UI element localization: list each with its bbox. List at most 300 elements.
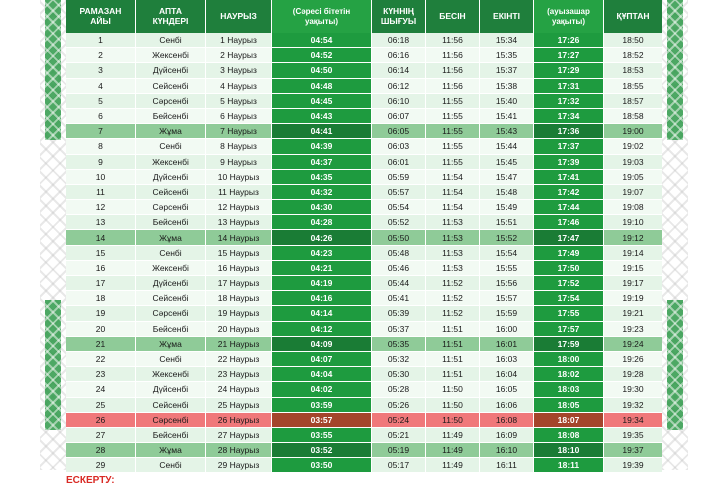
- dhuhr-cell: 11:49: [426, 458, 480, 472]
- dhuhr-cell: 11:56: [426, 48, 480, 62]
- asr-cell: 16:04: [480, 367, 534, 381]
- header-isha: ҚҰПТАН: [616, 10, 650, 21]
- suhoor-cell: 04:45: [272, 94, 372, 108]
- sunrise-cell: 05:21: [372, 428, 426, 442]
- suhoor-cell: 04:14: [272, 306, 372, 320]
- dhuhr-cell: 11:54: [426, 200, 480, 214]
- date-cell: 7 Наурыз: [206, 124, 272, 138]
- sunrise-cell: 05:30: [372, 367, 426, 381]
- sunrise-cell: 05:54: [372, 200, 426, 214]
- date-cell: 16 Наурыз: [206, 261, 272, 275]
- isha-cell: 18:50: [604, 33, 662, 47]
- table-row: [66, 246, 662, 261]
- isha-cell: 19:26: [604, 352, 662, 366]
- dhuhr-cell: 11:56: [426, 63, 480, 77]
- asr-cell: 15:56: [480, 276, 534, 290]
- asr-cell: 15:47: [480, 170, 534, 184]
- iftar-cell: 17:42: [534, 185, 604, 199]
- isha-cell: 19:00: [604, 124, 662, 138]
- asr-cell: 15:41: [480, 109, 534, 123]
- iftar-cell: 17:44: [534, 200, 604, 214]
- isha-cell: 19:17: [604, 276, 662, 290]
- asr-cell: 16:11: [480, 458, 534, 472]
- isha-cell: 18:57: [604, 94, 662, 108]
- suhoor-cell: 04:32: [272, 185, 372, 199]
- ramadan-day-cell: 21: [66, 337, 136, 351]
- asr-cell: 15:57: [480, 291, 534, 305]
- table-row: [66, 139, 662, 154]
- asr-cell: 15:43: [480, 124, 534, 138]
- iftar-cell: 18:02: [534, 367, 604, 381]
- weekday-cell: Бейсенбі: [136, 428, 206, 442]
- asr-cell: 15:44: [480, 139, 534, 153]
- date-cell: 8 Наурыз: [206, 139, 272, 153]
- asr-cell: 15:37: [480, 63, 534, 77]
- ramadan-day-cell: 14: [66, 230, 136, 244]
- table-row: [66, 155, 662, 170]
- ramadan-day-cell: 24: [66, 382, 136, 396]
- suhoor-cell: 04:02: [272, 382, 372, 396]
- asr-cell: 15:55: [480, 261, 534, 275]
- date-cell: 2 Наурыз: [206, 48, 272, 62]
- suhoor-cell: 04:26: [272, 230, 372, 244]
- ornament-band: [45, 300, 61, 430]
- dhuhr-cell: 11:51: [426, 352, 480, 366]
- dhuhr-cell: 11:55: [426, 124, 480, 138]
- weekday-cell: Бейсенбі: [136, 215, 206, 229]
- suhoor-cell: 04:39: [272, 139, 372, 153]
- dhuhr-cell: 11:53: [426, 215, 480, 229]
- date-cell: 19 Наурыз: [206, 306, 272, 320]
- asr-cell: 15:52: [480, 230, 534, 244]
- dhuhr-cell: 11:51: [426, 322, 480, 336]
- dhuhr-cell: 11:49: [426, 428, 480, 442]
- note-label: ЕСКЕРТУ:: [66, 475, 115, 486]
- asr-cell: 15:59: [480, 306, 534, 320]
- date-cell: 14 Наурыз: [206, 230, 272, 244]
- sunrise-cell: 06:03: [372, 139, 426, 153]
- isha-cell: 19:21: [604, 306, 662, 320]
- weekday-cell: Сенбі: [136, 246, 206, 260]
- table-row: [66, 337, 662, 352]
- date-cell: 18 Наурыз: [206, 291, 272, 305]
- isha-cell: 18:52: [604, 48, 662, 62]
- dhuhr-cell: 11:53: [426, 261, 480, 275]
- table-row: [66, 458, 662, 473]
- iftar-cell: 18:03: [534, 382, 604, 396]
- iftar-cell: 18:05: [534, 398, 604, 412]
- iftar-cell: 17:31: [534, 79, 604, 93]
- header-asr: ЕКІНТІ: [480, 0, 534, 33]
- dhuhr-cell: 11:55: [426, 139, 480, 153]
- suhoor-cell: 04:19: [272, 276, 372, 290]
- weekday-cell: Сенбі: [136, 352, 206, 366]
- iftar-cell: 17:46: [534, 215, 604, 229]
- sunrise-cell: 06:18: [372, 33, 426, 47]
- sunrise-cell: 05:48: [372, 246, 426, 260]
- iftar-cell: 17:37: [534, 139, 604, 153]
- dhuhr-cell: 11:56: [426, 79, 480, 93]
- suhoor-cell: 03:52: [272, 443, 372, 457]
- sunrise-cell: 05:19: [372, 443, 426, 457]
- sunrise-cell: 05:46: [372, 261, 426, 275]
- weekday-cell: Сәрсенбі: [136, 413, 206, 427]
- iftar-cell: 17:29: [534, 63, 604, 77]
- asr-cell: 15:48: [480, 185, 534, 199]
- dhuhr-cell: 11:49: [426, 443, 480, 457]
- date-cell: 3 Наурыз: [206, 63, 272, 77]
- sunrise-cell: 05:26: [372, 398, 426, 412]
- ornament-band: [45, 0, 61, 140]
- date-cell: 5 Наурыз: [206, 94, 272, 108]
- iftar-cell: 17:26: [534, 33, 604, 47]
- iftar-cell: 18:11: [534, 458, 604, 472]
- weekday-cell: Сәрсенбі: [136, 306, 206, 320]
- table-row: [66, 48, 662, 63]
- dhuhr-cell: 11:52: [426, 276, 480, 290]
- date-cell: 13 Наурыз: [206, 215, 272, 229]
- ramadan-day-cell: 25: [66, 398, 136, 412]
- header-suhoor-end: (Сәресі бітетін уақыты): [272, 0, 372, 33]
- ramadan-day-cell: 16: [66, 261, 136, 275]
- sunrise-cell: 05:50: [372, 230, 426, 244]
- weekday-cell: Сейсенбі: [136, 398, 206, 412]
- sunrise-cell: 06:12: [372, 79, 426, 93]
- left-ornament-border: [40, 0, 66, 470]
- isha-cell: 19:32: [604, 398, 662, 412]
- header-date: НАУРЫЗ: [206, 0, 272, 33]
- right-ornament-border: [662, 0, 688, 470]
- isha-cell: 18:58: [604, 109, 662, 123]
- suhoor-cell: 04:48: [272, 79, 372, 93]
- table-row: [66, 200, 662, 215]
- table-row: [66, 291, 662, 306]
- table-body: [66, 33, 662, 473]
- sunrise-cell: 05:41: [372, 291, 426, 305]
- date-cell: 24 Наурыз: [206, 382, 272, 396]
- weekday-cell: Сенбі: [136, 33, 206, 47]
- table-row: [66, 79, 662, 94]
- isha-cell: 18:55: [604, 79, 662, 93]
- isha-cell: 19:35: [604, 428, 662, 442]
- header-iftar: (ауызашар уақыты): [534, 0, 604, 33]
- asr-cell: 15:45: [480, 155, 534, 169]
- table-row: [66, 230, 662, 245]
- date-cell: 1 Наурыз: [206, 33, 272, 47]
- dhuhr-cell: 11:54: [426, 185, 480, 199]
- weekday-cell: Жұма: [136, 230, 206, 244]
- ornament-band: [667, 300, 683, 430]
- asr-cell: 16:06: [480, 398, 534, 412]
- table-row: [66, 215, 662, 230]
- date-cell: 27 Наурыз: [206, 428, 272, 442]
- date-cell: 22 Наурыз: [206, 352, 272, 366]
- suhoor-cell: 04:50: [272, 63, 372, 77]
- isha-cell: 19:34: [604, 413, 662, 427]
- iftar-cell: 18:10: [534, 443, 604, 457]
- table-row: [66, 306, 662, 321]
- dhuhr-cell: 11:52: [426, 291, 480, 305]
- ramadan-day-cell: 9: [66, 155, 136, 169]
- isha-cell: 19:28: [604, 367, 662, 381]
- suhoor-cell: 03:50: [272, 458, 372, 472]
- weekday-cell: Бейсенбі: [136, 322, 206, 336]
- weekday-cell: Жұма: [136, 124, 206, 138]
- sunrise-cell: 05:39: [372, 306, 426, 320]
- table-row: [66, 185, 662, 200]
- ramadan-day-cell: 18: [66, 291, 136, 305]
- asr-cell: 16:08: [480, 413, 534, 427]
- date-cell: 26 Наурыз: [206, 413, 272, 427]
- weekday-cell: Дүйсенбі: [136, 276, 206, 290]
- table-row: [66, 322, 662, 337]
- isha-cell: 19:08: [604, 200, 662, 214]
- sunrise-cell: 06:01: [372, 155, 426, 169]
- isha-cell: 18:53: [604, 63, 662, 77]
- dhuhr-cell: 11:53: [426, 230, 480, 244]
- dhuhr-cell: 11:52: [426, 306, 480, 320]
- isha-cell: 19:07: [604, 185, 662, 199]
- isha-cell: 19:24: [604, 337, 662, 351]
- weekday-cell: Сейсенбі: [136, 185, 206, 199]
- iftar-cell: 17:54: [534, 291, 604, 305]
- table-row: [66, 367, 662, 382]
- asr-cell: 15:51: [480, 215, 534, 229]
- isha-cell: 19:05: [604, 170, 662, 184]
- table-row: [66, 413, 662, 428]
- sunrise-cell: 05:59: [372, 170, 426, 184]
- date-cell: 11 Наурыз: [206, 185, 272, 199]
- asr-cell: 16:05: [480, 382, 534, 396]
- date-cell: 6 Наурыз: [206, 109, 272, 123]
- isha-cell: 19:02: [604, 139, 662, 153]
- table-row: [66, 428, 662, 443]
- weekday-cell: Бейсенбі: [136, 109, 206, 123]
- iftar-cell: 17:55: [534, 306, 604, 320]
- header-ramadan-day: РАМАЗАН АЙЫ: [66, 0, 136, 33]
- table-row: [66, 352, 662, 367]
- ramadan-day-cell: 22: [66, 352, 136, 366]
- weekday-cell: Жексенбі: [136, 367, 206, 381]
- isha-cell: 19:30: [604, 382, 662, 396]
- weekday-cell: Жұма: [136, 337, 206, 351]
- asr-cell: 16:10: [480, 443, 534, 457]
- date-cell: 29 Наурыз: [206, 458, 272, 472]
- iftar-cell: 17:49: [534, 246, 604, 260]
- dhuhr-cell: 11:50: [426, 382, 480, 396]
- asr-cell: 15:40: [480, 94, 534, 108]
- sunrise-cell: 06:14: [372, 63, 426, 77]
- sunrise-cell: 05:37: [372, 322, 426, 336]
- weekday-cell: Сейсенбі: [136, 79, 206, 93]
- ramadan-day-cell: 5: [66, 94, 136, 108]
- table-row: [66, 276, 662, 291]
- weekday-cell: Дүйсенбі: [136, 63, 206, 77]
- ramadan-day-cell: 2: [66, 48, 136, 62]
- date-cell: 21 Наурыз: [206, 337, 272, 351]
- asr-cell: 15:34: [480, 33, 534, 47]
- asr-cell: 16:03: [480, 352, 534, 366]
- iftar-cell: 17:52: [534, 276, 604, 290]
- table-header: [66, 0, 662, 33]
- dhuhr-cell: 11:54: [426, 170, 480, 184]
- date-cell: 28 Наурыз: [206, 443, 272, 457]
- iftar-cell: 17:32: [534, 94, 604, 108]
- dhuhr-cell: 11:55: [426, 109, 480, 123]
- ramadan-day-cell: 6: [66, 109, 136, 123]
- dhuhr-cell: 11:53: [426, 246, 480, 260]
- table-row: [66, 33, 662, 48]
- ramadan-day-cell: 1: [66, 33, 136, 47]
- table-row: [66, 261, 662, 276]
- weekday-cell: Сәрсенбі: [136, 94, 206, 108]
- suhoor-cell: 04:23: [272, 246, 372, 260]
- ramadan-day-cell: 27: [66, 428, 136, 442]
- date-cell: 25 Наурыз: [206, 398, 272, 412]
- weekday-cell: Сейсенбі: [136, 291, 206, 305]
- table-row: [66, 109, 662, 124]
- header-sunrise: КҮННІҢ ШЫҒУЫ: [372, 0, 426, 33]
- isha-cell: 19:14: [604, 246, 662, 260]
- sunrise-cell: 05:17: [372, 458, 426, 472]
- sunrise-cell: 06:16: [372, 48, 426, 62]
- iftar-cell: 17:41: [534, 170, 604, 184]
- header-dhuhr: БЕСІН: [426, 0, 480, 33]
- suhoor-cell: 04:12: [272, 322, 372, 336]
- suhoor-cell: 04:43: [272, 109, 372, 123]
- isha-cell: 19:23: [604, 322, 662, 336]
- suhoor-cell: 04:16: [272, 291, 372, 305]
- suhoor-cell: 04:09: [272, 337, 372, 351]
- iftar-cell: 18:00: [534, 352, 604, 366]
- table-row: [66, 398, 662, 413]
- weekday-cell: Сәрсенбі: [136, 200, 206, 214]
- sunrise-cell: 05:52: [372, 215, 426, 229]
- dhuhr-cell: 11:50: [426, 398, 480, 412]
- ramadan-day-cell: 20: [66, 322, 136, 336]
- ramadan-day-cell: 12: [66, 200, 136, 214]
- ramadan-timetable: [66, 0, 662, 473]
- asr-cell: 15:54: [480, 246, 534, 260]
- weekday-cell: Жұма: [136, 443, 206, 457]
- weekday-cell: Дүйсенбі: [136, 170, 206, 184]
- dhuhr-cell: 11:51: [426, 337, 480, 351]
- ramadan-day-cell: 13: [66, 215, 136, 229]
- iftar-cell: 17:36: [534, 124, 604, 138]
- suhoor-cell: 04:52: [272, 48, 372, 62]
- weekday-cell: Сенбі: [136, 458, 206, 472]
- asr-cell: 15:38: [480, 79, 534, 93]
- sunrise-cell: 05:35: [372, 337, 426, 351]
- isha-cell: 19:39: [604, 458, 662, 472]
- sunrise-cell: 05:24: [372, 413, 426, 427]
- weekday-cell: Сенбі: [136, 139, 206, 153]
- header-weekday: АПТА КҮНДЕРІ: [136, 0, 206, 33]
- suhoor-cell: 04:21: [272, 261, 372, 275]
- isha-cell: 19:12: [604, 230, 662, 244]
- suhoor-cell: 04:30: [272, 200, 372, 214]
- suhoor-cell: 04:04: [272, 367, 372, 381]
- sunrise-cell: 05:32: [372, 352, 426, 366]
- iftar-cell: 18:07: [534, 413, 604, 427]
- suhoor-cell: 04:54: [272, 33, 372, 47]
- isha-cell: 19:03: [604, 155, 662, 169]
- ramadan-day-cell: 26: [66, 413, 136, 427]
- table-row: [66, 170, 662, 185]
- date-cell: 10 Наурыз: [206, 170, 272, 184]
- isha-cell: 19:19: [604, 291, 662, 305]
- date-cell: 4 Наурыз: [206, 79, 272, 93]
- iftar-cell: 17:57: [534, 322, 604, 336]
- date-cell: 20 Наурыз: [206, 322, 272, 336]
- iftar-cell: 17:27: [534, 48, 604, 62]
- isha-cell: 19:15: [604, 261, 662, 275]
- ornament-band: [667, 0, 683, 140]
- ramadan-day-cell: 4: [66, 79, 136, 93]
- dhuhr-cell: 11:50: [426, 413, 480, 427]
- iftar-cell: 17:47: [534, 230, 604, 244]
- date-cell: 17 Наурыз: [206, 276, 272, 290]
- suhoor-cell: 03:55: [272, 428, 372, 442]
- suhoor-cell: 04:07: [272, 352, 372, 366]
- ramadan-day-cell: 3: [66, 63, 136, 77]
- table-row: [66, 63, 662, 78]
- dhuhr-cell: 11:51: [426, 367, 480, 381]
- ramadan-day-cell: 10: [66, 170, 136, 184]
- sunrise-cell: 05:28: [372, 382, 426, 396]
- dhuhr-cell: 11:56: [426, 33, 480, 47]
- asr-cell: 16:01: [480, 337, 534, 351]
- sunrise-cell: 05:57: [372, 185, 426, 199]
- ramadan-day-cell: 23: [66, 367, 136, 381]
- ramadan-day-cell: 8: [66, 139, 136, 153]
- iftar-cell: 17:59: [534, 337, 604, 351]
- suhoor-cell: 04:41: [272, 124, 372, 138]
- suhoor-cell: 03:57: [272, 413, 372, 427]
- iftar-cell: 17:50: [534, 261, 604, 275]
- sunrise-cell: 05:44: [372, 276, 426, 290]
- date-cell: 15 Наурыз: [206, 246, 272, 260]
- weekday-cell: Жексенбі: [136, 48, 206, 62]
- ramadan-day-cell: 28: [66, 443, 136, 457]
- isha-cell: 19:37: [604, 443, 662, 457]
- weekday-cell: Дүйсенбі: [136, 382, 206, 396]
- ramadan-day-cell: 19: [66, 306, 136, 320]
- weekday-cell: Жексенбі: [136, 155, 206, 169]
- ramadan-day-cell: 15: [66, 246, 136, 260]
- asr-cell: 16:00: [480, 322, 534, 336]
- sunrise-cell: 06:07: [372, 109, 426, 123]
- date-cell: 9 Наурыз: [206, 155, 272, 169]
- table-row: [66, 382, 662, 397]
- ramadan-day-cell: 29: [66, 458, 136, 472]
- asr-cell: 15:35: [480, 48, 534, 62]
- suhoor-cell: 04:28: [272, 215, 372, 229]
- date-cell: 12 Наурыз: [206, 200, 272, 214]
- ramadan-day-cell: 11: [66, 185, 136, 199]
- iftar-cell: 17:34: [534, 109, 604, 123]
- sunrise-cell: 06:10: [372, 94, 426, 108]
- weekday-cell: Жексенбі: [136, 261, 206, 275]
- table-row: [66, 443, 662, 458]
- ramadan-day-cell: 17: [66, 276, 136, 290]
- dhuhr-cell: 11:55: [426, 155, 480, 169]
- table-row: [66, 94, 662, 109]
- sunrise-cell: 06:05: [372, 124, 426, 138]
- dhuhr-cell: 11:55: [426, 94, 480, 108]
- ramadan-day-cell: 7: [66, 124, 136, 138]
- iftar-cell: 18:08: [534, 428, 604, 442]
